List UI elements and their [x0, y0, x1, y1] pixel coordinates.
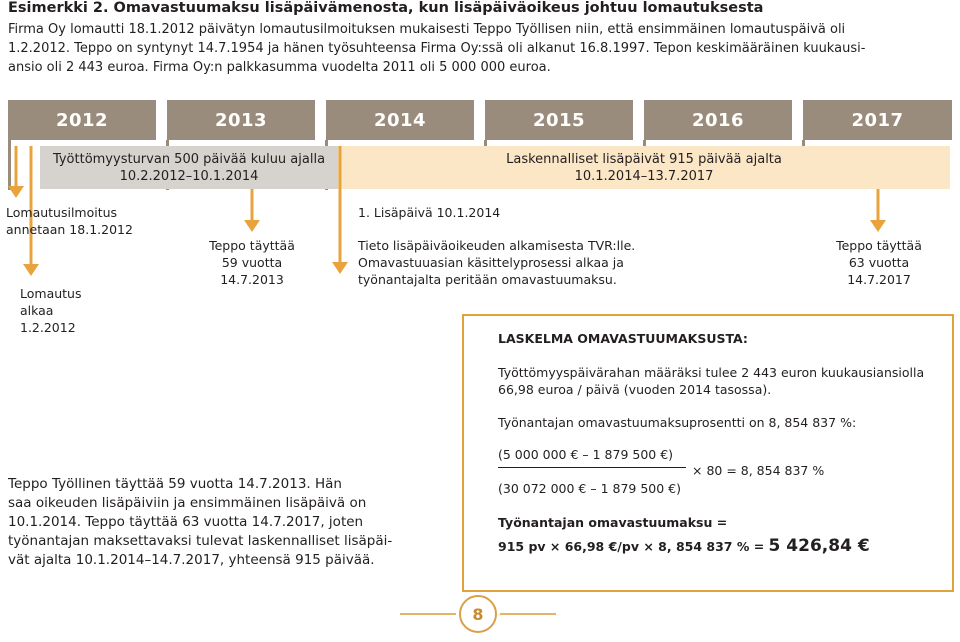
- intro-line: 1.2.2012. Teppo on syntynyt 14.7.1954 ja hänen työsuhteensa Firma Oy:ssä oli alkanut 16.8.1997. Tepon keskimääräinen kuukausi-: [8, 41, 866, 56]
- year-2017: 2017: [803, 100, 952, 140]
- calc-numerator: (5 000 000 € – 1 879 500 €): [498, 447, 674, 462]
- event-line: alkaa: [20, 303, 54, 318]
- calculation-box: [462, 314, 954, 592]
- calc-denominator: (30 072 000 € – 1 879 500 €): [498, 481, 681, 496]
- calc-result-line: [498, 538, 870, 555]
- year-2014: 2014: [326, 100, 474, 140]
- page-number: 8: [459, 595, 497, 633]
- event-line: Lomautus: [20, 286, 82, 301]
- arrow-ilmoitus-head: [8, 186, 24, 198]
- event-line: 14.7.2013: [220, 272, 284, 287]
- arrow-age63-head: [870, 220, 886, 232]
- arrow-lomautus-head: [23, 264, 39, 276]
- summary-line: työnantajan maksettavaksi tulevat laskennalliset lisäpäi-: [8, 533, 393, 549]
- summary-line: Teppo Työllinen täyttää 59 vuotta 14.7.2013. Hän: [8, 476, 342, 492]
- footer-rule-right: [500, 613, 556, 615]
- year-2013: 2013: [167, 100, 315, 140]
- event-lomautusilmoitus: [6, 204, 133, 238]
- intro-line: Firma Oy lomautti 18.1.2012 päivätyn lomautusilmoituksen mukaisesti Teppo Työllisen niin, että ensimmäinen lomautuspäivä oli: [8, 22, 846, 37]
- event-line: Lomautusilmoitus: [6, 205, 118, 220]
- period-label: Työttömyysturvan 500 päivää kuluu ajalla: [52, 151, 326, 167]
- calc-para1-line: 66,98 euroa / päivä (vuoden 2014 tasossa).: [498, 382, 772, 397]
- event-line: annetaan 18.1.2012: [6, 222, 133, 237]
- year-2012: 2012: [8, 100, 156, 140]
- year-2015: 2015: [485, 100, 633, 140]
- summary-paragraph: [8, 475, 392, 570]
- summary-line: vät ajalta 10.1.2014–14.7.2017, yhteensä 915 päivää.: [8, 552, 375, 568]
- calc-result-value: 5 426,84 €: [768, 536, 870, 556]
- arrow-age59-head: [244, 220, 260, 232]
- intro-line: ansio oli 2 443 euroa. Firma Oy:n palkkasumma vuodelta 2011 oli 5 000 000 euroa.: [8, 60, 551, 75]
- calc-factor: × 80 = 8, 854 837 %: [692, 463, 825, 478]
- event-line: 14.7.2017: [847, 272, 911, 287]
- summary-line: saa oikeuden lisäpäiviin ja ensimmäinen lisäpäivä on: [8, 495, 367, 511]
- event-line: 1.2.2012: [20, 320, 76, 335]
- event-lomautus: [20, 285, 82, 336]
- event-tieto: [358, 237, 635, 288]
- event-age63: [820, 237, 938, 288]
- arrow-lisapaiva-head: [332, 262, 348, 274]
- event-line: 63 vuotta: [848, 255, 910, 270]
- event-line: Omavastuuasian käsittelyprosessi alkaa ja: [358, 255, 624, 270]
- footer-rule-left: [400, 613, 456, 615]
- period-label: Laskennalliset lisäpäivät 915 päivää ajalta: [506, 151, 782, 167]
- summary-line: 10.1.2014. Teppo täyttää 63 vuotta 14.7.2017, joten: [8, 514, 364, 530]
- event-line: 59 vuotta: [221, 255, 283, 270]
- calc-heading: LASKELMA OMAVASTUUMAKSUSTA:: [498, 331, 748, 346]
- period-dates: 10.2.2012–10.1.2014: [119, 168, 259, 184]
- example-title: Esimerkki 2. Omavastuumaksu lisäpäivämenosta, kun lisäpäiväoikeus johtuu lomautuksesta: [8, 0, 764, 16]
- calc-para1-line: Työttömyyspäivärahan määräksi tulee 2 443 euron kuukausiansiolla: [498, 365, 925, 380]
- event-age59: [194, 237, 310, 288]
- calc-para2: Työnantajan omavastuumaksuprosentti on 8, 854 837 %:: [498, 415, 857, 430]
- event-line: Teppo täyttää: [209, 238, 295, 253]
- period-dates: 10.1.2014–13.7.2017: [574, 168, 714, 184]
- year-2016: 2016: [644, 100, 792, 140]
- event-line: Tieto lisäpäiväoikeuden alkamisesta TVR:lle.: [358, 238, 636, 253]
- fraction-bar: [498, 467, 686, 468]
- event-line: Teppo täyttää: [836, 238, 922, 253]
- event-line: työnantajalta peritään omavastuumaksu.: [358, 272, 617, 287]
- calc-result-label: Työnantajan omavastuumaksu =: [498, 515, 728, 530]
- calc-result-expr: 915 pv × 66,98 €/pv × 8, 854 837 % =: [498, 539, 765, 554]
- event-lisapaiva: 1. Lisäpäivä 10.1.2014: [358, 205, 501, 220]
